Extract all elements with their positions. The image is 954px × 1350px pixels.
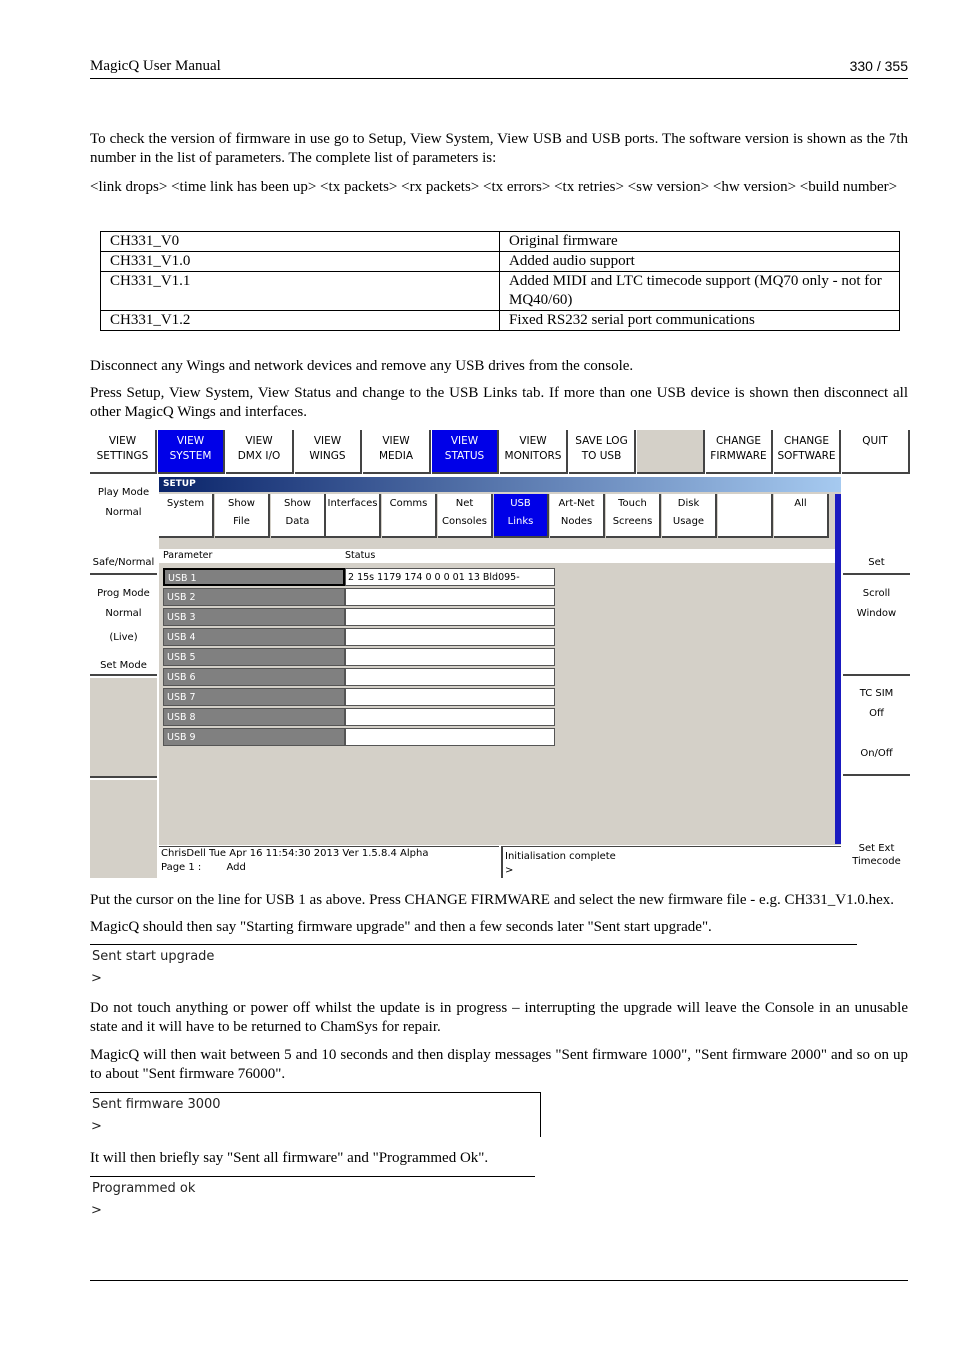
version-cell: CH331_V0 [101, 232, 500, 252]
play-mode-value: Normal [105, 507, 142, 518]
tab-art-net[interactable] [550, 494, 605, 538]
table-row [101, 232, 900, 252]
view-settings-button[interactable] [90, 430, 157, 474]
softkey-label: STATUS [444, 450, 485, 462]
play-mode-label: Play Mode [97, 487, 150, 498]
tab-label: Comms [389, 498, 428, 509]
usb-port-label[interactable]: USB 8 [163, 708, 345, 726]
tab-label: Usage [672, 516, 705, 527]
tc-sim-value: Off [869, 708, 884, 719]
terminal-prompt: > [91, 1119, 102, 1134]
softkey-label: VIEW [176, 435, 205, 447]
usb-port-status[interactable] [345, 688, 555, 706]
version-cell: CH331_V1.2 [101, 311, 500, 331]
usb-port-label[interactable]: USB 7 [163, 688, 345, 706]
description-cell: Added MIDI and LTC timecode support (MQ70 only - not for MQ40/60) [500, 272, 900, 311]
usb-port-label[interactable]: USB 1 [163, 568, 345, 586]
prog-mode-key[interactable] [90, 578, 157, 676]
tab-label: Links [507, 516, 534, 527]
magicq-screenshot [90, 430, 910, 878]
usb-port-label[interactable]: USB 9 [163, 728, 345, 746]
manual-title: MagicQ User Manual [90, 58, 221, 74]
tab-label: Show [228, 498, 255, 509]
scroll-label: Scroll [862, 588, 891, 599]
table-row [101, 272, 900, 311]
usb-port-label[interactable]: USB 6 [163, 668, 345, 686]
setup-window [159, 477, 841, 845]
paragraph-parameter-list: <link drops> <time link has been up> <tx packets> <rx packets> <tx errors> <tx retries> <sw version> <hw version> <build number> [90, 179, 898, 195]
quit-button[interactable] [842, 430, 910, 474]
terminal-prompt: > [91, 1203, 102, 1218]
status-info: ChrisDell Tue Apr 16 11:54:30 2013 Ver 1.5.8.4 Alpha [161, 848, 429, 859]
page-number: 330 / 355 [849, 58, 908, 74]
view-status-button[interactable] [432, 430, 499, 474]
scroll-window-key[interactable] [843, 578, 910, 676]
paragraph-check-version: To check the version of firmware in use go to Setup, View System, View USB and USB ports. The software version is shown as the 7th number in the list of parameters. The complete list of parameters is: [90, 131, 908, 166]
tab-label: System [166, 498, 205, 509]
blank-button[interactable] [637, 430, 705, 474]
paragraph-programmed: It will then briefly say "Sent all firmware" and "Programmed Ok". [90, 1150, 489, 1166]
version-cell: CH331_V1.0 [101, 252, 500, 272]
set-hostname-key[interactable] [843, 475, 910, 575]
set-ext-label: Set Ext [858, 843, 895, 854]
play-mode-key[interactable] [90, 475, 157, 575]
tab-interfaces[interactable] [326, 494, 381, 538]
softkey-label: MONITORS [504, 450, 562, 462]
set-mode-label: Set Mode [100, 660, 147, 671]
tab-label: Screens [612, 516, 653, 527]
usb-port-status[interactable] [345, 588, 555, 606]
description-cell: Added audio support [500, 252, 900, 272]
tab-label: Net [455, 498, 474, 509]
tab-label: Nodes [560, 516, 593, 527]
usb-port-status[interactable] [345, 668, 555, 686]
firmware-version-table [100, 231, 900, 331]
terminal-prompt: > [91, 971, 102, 986]
paragraph-usb-links: Press Setup, View System, View Status and change to the USB Links tab. If more than one USB device is shown then disconnect all other MagicQ Wings and interfaces. [90, 385, 908, 420]
status-bar-left [159, 846, 499, 878]
blank-key[interactable] [90, 780, 157, 878]
softkey-label: VIEW [245, 435, 273, 447]
tab-label: Disk [677, 498, 700, 509]
view-wings-button[interactable] [295, 430, 362, 474]
terminal-sent-firmware [90, 1092, 541, 1137]
blank-key[interactable] [90, 678, 157, 778]
usb-port-status[interactable] [345, 648, 555, 666]
usb-port-status[interactable] [345, 628, 555, 646]
softkey-label: FIRMWARE [710, 450, 767, 462]
tab-net[interactable] [438, 494, 493, 538]
softkey-label: CHANGE [715, 435, 762, 447]
softkey-label: WINGS [309, 450, 346, 462]
window-title: SETUP [159, 477, 841, 492]
usb-port-label[interactable]: USB 2 [163, 588, 345, 606]
footer-rule [90, 1280, 908, 1281]
table-row [101, 252, 900, 272]
paragraph-warning: Do not touch anything or power off whilst the update is in progress – interrupting the upgrade will leave the Console in an unusable state and it will have to be returned to ChamSys for repair. [90, 1000, 908, 1035]
tab-usb[interactable] [494, 494, 549, 538]
terminal-line: Sent firmware 3000 [92, 1097, 221, 1112]
on-off-label: On/Off [860, 748, 893, 759]
tab-label: Show [284, 498, 311, 509]
tab-blank[interactable] [718, 494, 773, 538]
column-status: Status [339, 549, 841, 563]
tab-system[interactable] [159, 494, 214, 538]
terminal-line: Sent start upgrade [92, 949, 215, 964]
softkey-label: VIEW [450, 435, 479, 447]
scrollbar[interactable] [835, 494, 841, 844]
view-system-button[interactable] [158, 430, 225, 474]
paragraph-wait: MagicQ will then wait between 5 and 10 seconds and then display messages "Sent firmware 1000", "Sent firmware 2000" and so on up to about "Sent firmware 76000". [90, 1047, 908, 1082]
description-cell: Original firmware [500, 232, 900, 252]
prog-mode-label: Prog Mode [97, 588, 150, 599]
terminal-line: Programmed ok [92, 1181, 196, 1196]
safe-normal-label: Safe/Normal [92, 557, 155, 568]
change-firmware-button[interactable] [706, 430, 773, 474]
paragraph-disconnect: Disconnect any Wings and network devices and remove any USB drives from the console. [90, 358, 634, 374]
tab-label: File [233, 516, 250, 527]
softkey-label: SOFTWARE [777, 450, 836, 462]
softkey-label: VIEW [313, 435, 342, 447]
page-mode: Add [226, 862, 246, 873]
softkey-label: VIEW [382, 435, 410, 447]
softkey-label: VIEW [519, 435, 547, 447]
tab-comms[interactable] [382, 494, 437, 538]
usb-port-label[interactable]: USB 5 [163, 648, 345, 666]
tab-label: All [794, 498, 807, 509]
tab-label: Art-Net [558, 498, 595, 509]
tab-show[interactable] [215, 494, 270, 538]
column-parameter: Parameter [159, 549, 343, 563]
softkey-label: SYSTEM [169, 450, 212, 462]
tab-label: Consoles [442, 516, 487, 527]
set-hostname-label: Set [868, 557, 885, 568]
view-monitors-button[interactable] [500, 430, 568, 474]
prog-mode-value: Normal [105, 608, 142, 619]
tab-touch[interactable] [606, 494, 661, 538]
timecode-label: Timecode [852, 856, 901, 867]
softkey-label: DMX I/O [237, 450, 281, 462]
usb-port-status[interactable] [345, 608, 555, 626]
table-row [101, 311, 900, 331]
command-prompt: > [505, 865, 514, 876]
live-label: (Live) [109, 632, 138, 643]
softkey-label: QUIT [862, 435, 888, 447]
usb-port-status[interactable] [345, 708, 555, 726]
status-message: Initialisation complete [505, 851, 616, 862]
softkey-label: VIEW [108, 435, 137, 447]
softkey-label: CHANGE [783, 435, 830, 447]
view-media-button[interactable] [363, 430, 431, 474]
view-dmx-io-button[interactable] [226, 430, 294, 474]
set-ext-timecode-key[interactable] [843, 780, 910, 878]
version-cell: CH331_V1.1 [101, 272, 500, 311]
save-log-to-usb-button[interactable] [569, 430, 636, 474]
window-label: Window [856, 608, 897, 619]
paragraph-starting-upgrade: MagicQ should then say "Starting firmware upgrade" and then a few seconds later "Sent start upgrade". [90, 919, 712, 935]
usb-port-label[interactable]: USB 4 [163, 628, 345, 646]
tc-sim-key[interactable] [843, 678, 910, 776]
softkey-label: MEDIA [378, 450, 414, 462]
status-bar-right [501, 846, 841, 878]
header-rule [90, 78, 908, 79]
tab-label: Data [285, 516, 310, 527]
terminal-programmed-ok [90, 1176, 535, 1221]
tab-disk[interactable] [662, 494, 717, 538]
description-cell: Fixed RS232 serial port communications [500, 311, 900, 331]
tab-label: Touch [618, 498, 647, 509]
tc-sim-label: TC SIM [859, 688, 894, 699]
tab-label: USB [510, 498, 531, 509]
page-label: Page 1 : [161, 862, 202, 873]
tab-all[interactable] [774, 494, 829, 538]
softkey-label: SAVE LOG [575, 435, 628, 447]
tab-show[interactable] [271, 494, 326, 538]
usb-port-status[interactable] [345, 728, 555, 746]
usb-port-label[interactable]: USB 3 [163, 608, 345, 626]
change-software-button[interactable] [774, 430, 841, 474]
softkey-label: SETTINGS [96, 450, 149, 462]
softkey-label: TO USB [581, 450, 622, 462]
terminal-start-upgrade [90, 944, 857, 989]
paragraph-cursor: Put the cursor on the line for USB 1 as above. Press CHANGE FIRMWARE and select the new firmware file - e.g. CH331_V1.0.hex. [90, 892, 895, 908]
tab-label: Interfaces [327, 498, 378, 509]
usb-port-status[interactable]: 2 15s 1179 174 0 0 0 01 13 Bld095- [345, 568, 555, 586]
